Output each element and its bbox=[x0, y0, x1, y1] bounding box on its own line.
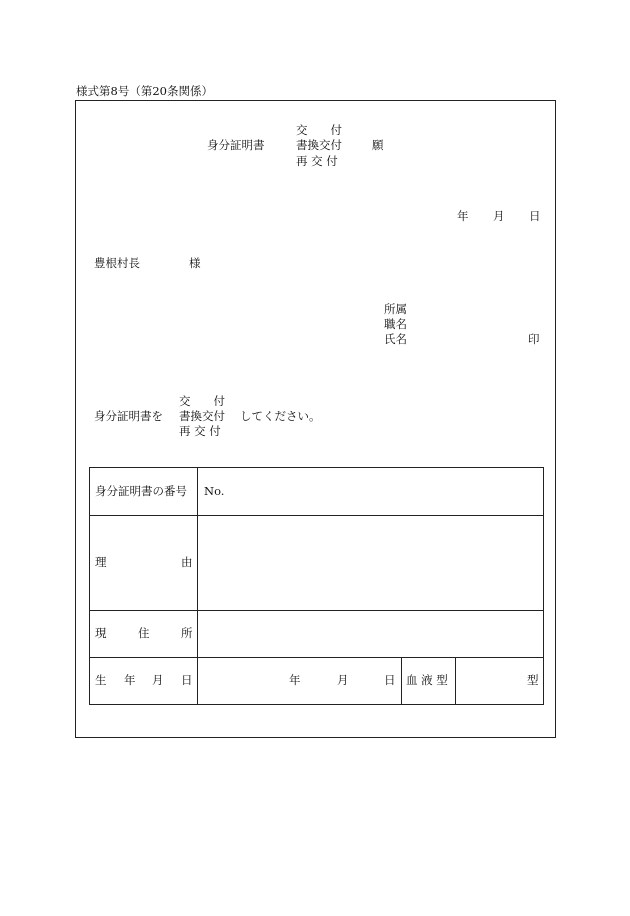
birth-label-2: 年 bbox=[124, 673, 136, 687]
table-row-divider bbox=[90, 657, 543, 658]
reason-field[interactable] bbox=[200, 517, 542, 609]
title-option-rewrite: 書換交付 bbox=[296, 138, 342, 152]
title-option-reissue: 再 交 付 bbox=[296, 154, 338, 168]
address-field[interactable] bbox=[200, 612, 542, 656]
id-number-field[interactable]: No. bbox=[204, 484, 225, 498]
applicant-name: 氏名 bbox=[384, 332, 407, 346]
table-row-divider bbox=[90, 610, 543, 611]
table-blood-divider bbox=[455, 657, 456, 704]
address-label-2: 住 bbox=[138, 626, 150, 640]
birth-label-3: 月 bbox=[152, 673, 164, 687]
date-month: 月 bbox=[493, 209, 505, 223]
request-suffix: してください。 bbox=[240, 409, 321, 423]
reason-label-2: 由 bbox=[181, 555, 193, 569]
birth-day: 日 bbox=[384, 673, 396, 687]
request-option-issue: 交 付 bbox=[179, 394, 225, 408]
title-prefix: 身分証明書 bbox=[207, 138, 265, 152]
birth-label-4: 日 bbox=[181, 673, 193, 687]
request-prefix: 身分証明書を bbox=[94, 409, 163, 423]
request-option-rewrite: 書換交付 bbox=[179, 409, 225, 423]
addressee-honorific: 様 bbox=[189, 256, 201, 270]
reason-label-1: 理 bbox=[95, 555, 107, 569]
table-row-divider bbox=[90, 515, 543, 516]
address-label-3: 所 bbox=[181, 626, 193, 640]
birth-label-1: 生 bbox=[95, 673, 107, 687]
form-number: 様式第8号（第20条関係） bbox=[76, 84, 213, 98]
applicant-position: 職名 bbox=[384, 317, 407, 331]
blood-type-suffix: 型 bbox=[527, 673, 539, 687]
blood-type-label: 血 液 型 bbox=[406, 673, 448, 687]
date-year: 年 bbox=[457, 209, 469, 223]
table-blood-divider bbox=[401, 657, 402, 704]
date-day: 日 bbox=[529, 209, 541, 223]
address-label-1: 現 bbox=[95, 626, 107, 640]
applicant-seal: 印 bbox=[528, 332, 540, 346]
request-option-reissue: 再 交 付 bbox=[179, 424, 221, 438]
title-suffix: 願 bbox=[372, 138, 384, 152]
addressee-name: 豊根村長 bbox=[94, 256, 140, 270]
birth-year: 年 bbox=[289, 673, 301, 687]
applicant-affiliation: 所属 bbox=[384, 302, 407, 316]
title-option-issue: 交 付 bbox=[296, 123, 342, 137]
id-number-label: 身分証明書の番号 bbox=[95, 484, 187, 498]
birth-month: 月 bbox=[337, 673, 349, 687]
table-label-divider bbox=[197, 468, 198, 704]
